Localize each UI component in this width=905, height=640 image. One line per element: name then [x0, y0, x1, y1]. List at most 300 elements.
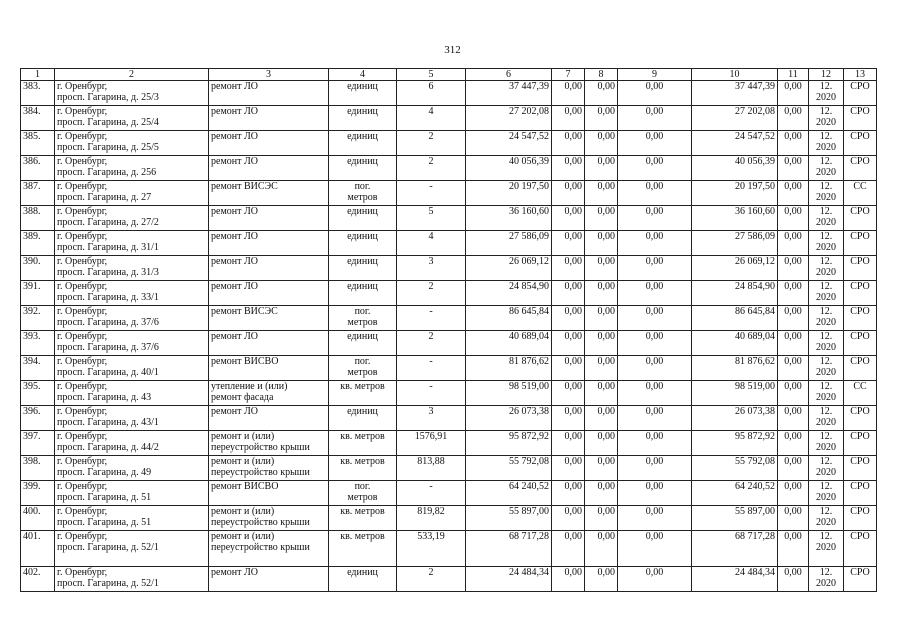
address-text: просп. Гагарина, д. 31/3	[57, 267, 159, 278]
cell-cost-col11	[778, 281, 809, 306]
completion-date-text: 12.	[819, 181, 833, 192]
cell-cost-col10	[692, 281, 778, 306]
cell-quantity	[397, 531, 466, 567]
cell-work-type	[209, 506, 329, 531]
cost-col11-text: 0,00	[784, 231, 802, 242]
cost-col10-text: 40 056,39	[735, 156, 775, 167]
cell-quantity	[397, 156, 466, 181]
funding-method-text: СС	[853, 381, 867, 392]
quantity-text: 3	[428, 406, 434, 417]
cell-cost-col11	[778, 106, 809, 131]
cost-col8-text: 0,00	[597, 206, 615, 217]
cell-row-number	[21, 531, 55, 567]
address-text: просп. Гагарина, д. 49	[57, 467, 152, 478]
cell-cost-col7	[552, 281, 585, 306]
cell-row-number	[21, 567, 55, 592]
cell-cost-col11	[778, 131, 809, 156]
total-cost-text: 55 897,00	[509, 506, 549, 517]
cell-total-cost	[466, 531, 552, 567]
cost-col10-text: 24 547,52	[735, 131, 775, 142]
cell-cost-col8	[585, 281, 618, 306]
address-text: г. Оренбург,	[57, 206, 108, 217]
unit-text: единиц	[347, 567, 378, 578]
cell-address	[55, 406, 209, 431]
funding-method-text: СРО	[850, 356, 870, 367]
cell-total-cost	[466, 106, 552, 131]
table-row	[21, 206, 877, 231]
cell-quantity	[397, 506, 466, 531]
work-type-text: ремонт ЛО	[211, 206, 258, 217]
cost-col10-text: 24 854,90	[735, 281, 775, 292]
cost-col9-text: 0,00	[645, 531, 664, 542]
col-header: 2	[55, 69, 209, 81]
cell-cost-col8	[585, 531, 618, 567]
cell-cost-col10	[692, 306, 778, 331]
unit-text: пог.	[354, 181, 371, 192]
work-type-text: ремонт ВИСВО	[211, 481, 279, 492]
cell-funding-method	[844, 481, 877, 506]
cost-col8-text: 0,00	[597, 381, 615, 392]
address-text: просп. Гагарина, д. 43/1	[57, 417, 159, 428]
cell-cost-col10	[692, 256, 778, 281]
work-type-text: ремонт и (или)	[211, 456, 275, 467]
cost-col7-text: 0,00	[564, 106, 582, 117]
cell-quantity	[397, 456, 466, 481]
cost-col8-text: 0,00	[597, 306, 615, 317]
cost-col11-text: 0,00	[784, 431, 802, 442]
col-header: 9	[618, 69, 692, 81]
cell-completion-date	[809, 531, 844, 567]
cell-quantity	[397, 381, 466, 406]
cell-funding-method	[844, 281, 877, 306]
cell-total-cost	[466, 406, 552, 431]
total-cost-text: 68 717,28	[509, 531, 549, 542]
cell-total-cost	[466, 331, 552, 356]
cell-completion-date	[809, 106, 844, 131]
work-type-text: ремонт ЛО	[211, 406, 258, 417]
cell-cost-col10	[692, 231, 778, 256]
cell-row-number	[21, 156, 55, 181]
cell-row-number	[21, 356, 55, 381]
cell-unit	[329, 331, 397, 356]
cost-col11-text: 0,00	[784, 131, 802, 142]
completion-date-text: 2020	[816, 492, 836, 503]
cell-total-cost	[466, 481, 552, 506]
funding-method-text: СРО	[850, 331, 870, 342]
cell-row-number	[21, 131, 55, 156]
address-text: г. Оренбург,	[57, 106, 108, 117]
col-header: 10	[692, 69, 778, 81]
quantity-text: 3	[428, 256, 434, 267]
cell-work-type	[209, 106, 329, 131]
quantity-text: 1576,91	[414, 431, 448, 442]
cell-cost-col7	[552, 406, 585, 431]
cost-col7-text: 0,00	[564, 356, 582, 367]
total-cost-text: 24 854,90	[509, 281, 549, 292]
row-number-text: 389.	[23, 231, 41, 242]
quantity-text: 4	[428, 106, 434, 117]
address-text: просп. Гагарина, д. 37/6	[57, 317, 159, 328]
cell-unit	[329, 231, 397, 256]
cell-cost-col11	[778, 567, 809, 592]
cost-col8-text: 0,00	[597, 431, 615, 442]
work-type-text: переустройство крыши	[211, 517, 310, 528]
unit-text: единиц	[347, 106, 378, 117]
table-row	[21, 431, 877, 456]
cost-col11-text: 0,00	[784, 281, 802, 292]
cell-completion-date	[809, 481, 844, 506]
cost-col10-text: 55 792,08	[735, 456, 775, 467]
cell-work-type	[209, 256, 329, 281]
cell-work-type	[209, 281, 329, 306]
address-text: г. Оренбург,	[57, 281, 108, 292]
cost-col10-text: 20 197,50	[735, 181, 775, 192]
row-number-text: 391.	[23, 281, 41, 292]
quantity-text: 4	[428, 231, 434, 242]
funding-method-text: СРО	[850, 156, 870, 167]
cell-funding-method	[844, 231, 877, 256]
cell-address	[55, 531, 209, 567]
cell-quantity	[397, 567, 466, 592]
completion-date-text: 2020	[816, 217, 836, 228]
cell-total-cost	[466, 381, 552, 406]
completion-date-text: 12.	[819, 106, 833, 117]
cost-col7-text: 0,00	[564, 431, 582, 442]
cell-completion-date	[809, 256, 844, 281]
cell-unit	[329, 306, 397, 331]
cost-col7-text: 0,00	[564, 281, 582, 292]
cell-row-number	[21, 331, 55, 356]
completion-date-text: 12.	[819, 406, 833, 417]
completion-date-text: 12.	[819, 356, 833, 367]
address-text: просп. Гагарина, д. 31/1	[57, 242, 159, 253]
quantity-text: -	[429, 356, 433, 367]
cell-completion-date	[809, 406, 844, 431]
cost-col8-text: 0,00	[597, 281, 615, 292]
cell-address	[55, 331, 209, 356]
cost-col10-text: 36 160,60	[735, 206, 775, 217]
funding-method-text: СРО	[850, 531, 870, 542]
work-type-text: ремонт ЛО	[211, 156, 258, 167]
completion-date-text: 12.	[819, 156, 833, 167]
cell-row-number	[21, 231, 55, 256]
cost-col10-text: 27 586,09	[735, 231, 775, 242]
unit-text: единиц	[347, 406, 378, 417]
cell-work-type	[209, 567, 329, 592]
col-header: 6	[466, 69, 552, 81]
cost-col11-text: 0,00	[784, 531, 802, 542]
cell-cost-col11	[778, 431, 809, 456]
cell-cost-col7	[552, 106, 585, 131]
cell-work-type	[209, 531, 329, 567]
cell-address	[55, 256, 209, 281]
completion-date-text: 2020	[816, 92, 836, 103]
cell-unit	[329, 406, 397, 431]
row-number-text: 396.	[23, 406, 41, 417]
address-text: г. Оренбург,	[57, 456, 108, 467]
completion-date-text: 12.	[819, 481, 833, 492]
total-cost-text: 86 645,84	[509, 306, 549, 317]
cost-col9-text: 0,00	[645, 281, 664, 292]
work-type-text: ремонт ЛО	[211, 281, 258, 292]
cell-funding-method	[844, 356, 877, 381]
cell-unit	[329, 106, 397, 131]
cell-unit	[329, 206, 397, 231]
col-header: 11	[778, 69, 809, 81]
cell-funding-method	[844, 406, 877, 431]
cell-cost-col10	[692, 381, 778, 406]
cell-address	[55, 306, 209, 331]
table-row	[21, 181, 877, 206]
cell-completion-date	[809, 356, 844, 381]
total-cost-text: 81 876,62	[509, 356, 549, 367]
table-row	[21, 331, 877, 356]
cell-funding-method	[844, 456, 877, 481]
cell-completion-date	[809, 431, 844, 456]
completion-date-text: 12.	[819, 306, 833, 317]
cell-address	[55, 281, 209, 306]
cost-col7-text: 0,00	[564, 481, 582, 492]
cell-total-cost	[466, 567, 552, 592]
table-row	[21, 306, 877, 331]
cost-col10-text: 26 069,12	[735, 256, 775, 267]
row-number-text: 402.	[23, 567, 41, 578]
cost-col11-text: 0,00	[784, 106, 802, 117]
cell-cost-col7	[552, 331, 585, 356]
cell-completion-date	[809, 81, 844, 106]
cell-funding-method	[844, 306, 877, 331]
unit-text: метров	[347, 192, 378, 203]
completion-date-text: 12.	[819, 506, 833, 517]
cost-col9-text: 0,00	[645, 156, 664, 167]
cell-funding-method	[844, 156, 877, 181]
cell-cost-col11	[778, 406, 809, 431]
cost-col10-text: 37 447,39	[735, 81, 775, 92]
cost-col7-text: 0,00	[564, 131, 582, 142]
cost-col11-text: 0,00	[784, 81, 802, 92]
cell-completion-date	[809, 456, 844, 481]
quantity-text: -	[429, 481, 433, 492]
cell-cost-col7	[552, 356, 585, 381]
cell-cost-col9	[618, 531, 692, 567]
completion-date-text: 12.	[819, 567, 833, 578]
cost-col11-text: 0,00	[784, 481, 802, 492]
quantity-text: 813,88	[417, 456, 445, 467]
cost-col7-text: 0,00	[564, 181, 582, 192]
completion-date-text: 12.	[819, 206, 833, 217]
total-cost-text: 24 547,52	[509, 131, 549, 142]
row-number-text: 390.	[23, 256, 41, 267]
cell-cost-col7	[552, 306, 585, 331]
work-type-text: утепление и (или)	[211, 381, 288, 392]
cell-cost-col8	[585, 456, 618, 481]
cost-col10-text: 40 689,04	[735, 331, 775, 342]
completion-date-text: 12.	[819, 456, 833, 467]
cell-work-type	[209, 181, 329, 206]
total-cost-text: 40 056,39	[509, 156, 549, 167]
cost-col8-text: 0,00	[597, 531, 615, 542]
cell-cost-col8	[585, 406, 618, 431]
completion-date-text: 2020	[816, 317, 836, 328]
cost-col7-text: 0,00	[564, 331, 582, 342]
cell-cost-col8	[585, 356, 618, 381]
cell-cost-col7	[552, 531, 585, 567]
cell-cost-col9	[618, 406, 692, 431]
cell-row-number	[21, 256, 55, 281]
cell-completion-date	[809, 281, 844, 306]
cell-cost-col9	[618, 81, 692, 106]
cost-col9-text: 0,00	[645, 381, 664, 392]
cell-unit	[329, 281, 397, 306]
cost-col7-text: 0,00	[564, 381, 582, 392]
total-cost-text: 27 586,09	[509, 231, 549, 242]
unit-text: единиц	[347, 131, 378, 142]
row-number-text: 385.	[23, 131, 41, 142]
cell-cost-col9	[618, 106, 692, 131]
address-text: просп. Гагарина, д. 37/6	[57, 342, 159, 353]
quantity-text: 2	[428, 131, 434, 142]
cell-cost-col7	[552, 381, 585, 406]
cost-col8-text: 0,00	[597, 481, 615, 492]
address-text: г. Оренбург,	[57, 306, 108, 317]
cell-funding-method	[844, 381, 877, 406]
address-text: просп. Гагарина, д. 52/1	[57, 578, 159, 589]
address-text: г. Оренбург,	[57, 156, 108, 167]
address-text: г. Оренбург,	[57, 406, 108, 417]
row-number-text: 398.	[23, 456, 41, 467]
work-type-text: ремонт ЛО	[211, 331, 258, 342]
cell-completion-date	[809, 381, 844, 406]
cell-work-type	[209, 456, 329, 481]
cell-quantity	[397, 256, 466, 281]
funding-method-text: СРО	[850, 567, 870, 578]
col-header: 4	[329, 69, 397, 81]
cell-cost-col9	[618, 131, 692, 156]
total-cost-text: 27 202,08	[509, 106, 549, 117]
completion-date-text: 2020	[816, 542, 836, 553]
cell-quantity	[397, 431, 466, 456]
cost-col11-text: 0,00	[784, 456, 802, 467]
cost-col11-text: 0,00	[784, 206, 802, 217]
table-row	[21, 406, 877, 431]
cost-col9-text: 0,00	[645, 231, 664, 242]
cell-cost-col10	[692, 156, 778, 181]
cell-cost-col7	[552, 206, 585, 231]
repair-register-table	[20, 68, 877, 592]
cell-cost-col9	[618, 181, 692, 206]
address-text: г. Оренбург,	[57, 131, 108, 142]
cell-cost-col8	[585, 156, 618, 181]
cell-cost-col9	[618, 156, 692, 181]
unit-text: единиц	[347, 206, 378, 217]
cost-col7-text: 0,00	[564, 206, 582, 217]
cell-quantity	[397, 331, 466, 356]
page-number: 312	[444, 44, 461, 56]
cell-cost-col9	[618, 506, 692, 531]
cell-cost-col7	[552, 81, 585, 106]
total-cost-text: 40 689,04	[509, 331, 549, 342]
address-text: просп. Гагарина, д. 27	[57, 192, 152, 203]
cell-cost-col9	[618, 306, 692, 331]
cell-cost-col11	[778, 381, 809, 406]
address-text: просп. Гагарина, д. 51	[57, 517, 152, 528]
cell-unit	[329, 481, 397, 506]
cell-cost-col7	[552, 506, 585, 531]
cell-total-cost	[466, 131, 552, 156]
funding-method-text: СРО	[850, 431, 870, 442]
cell-completion-date	[809, 506, 844, 531]
completion-date-text: 2020	[816, 392, 836, 403]
cell-cost-col11	[778, 181, 809, 206]
cell-cost-col9	[618, 256, 692, 281]
cell-total-cost	[466, 356, 552, 381]
completion-date-text: 2020	[816, 242, 836, 253]
cell-cost-col11	[778, 206, 809, 231]
cell-row-number	[21, 431, 55, 456]
cost-col10-text: 95 872,92	[735, 431, 775, 442]
cell-cost-col10	[692, 131, 778, 156]
cell-cost-col10	[692, 481, 778, 506]
address-text: г. Оренбург,	[57, 81, 108, 92]
cell-total-cost	[466, 181, 552, 206]
cost-col7-text: 0,00	[564, 81, 582, 92]
cell-cost-col8	[585, 81, 618, 106]
table-row	[21, 531, 877, 567]
completion-date-text: 12.	[819, 131, 833, 142]
cell-cost-col8	[585, 381, 618, 406]
total-cost-text: 20 197,50	[509, 181, 549, 192]
address-text: просп. Гагарина, д. 25/4	[57, 117, 159, 128]
completion-date-text: 12.	[819, 531, 833, 542]
address-text: г. Оренбург,	[57, 256, 108, 267]
table-row	[21, 81, 877, 106]
cell-address	[55, 381, 209, 406]
cell-quantity	[397, 131, 466, 156]
funding-method-text: СРО	[850, 206, 870, 217]
unit-text: кв. метров	[340, 506, 385, 517]
address-text: просп. Гагарина, д. 43	[57, 392, 152, 403]
row-number-text: 387.	[23, 181, 41, 192]
completion-date-text: 12.	[819, 256, 833, 267]
cost-col8-text: 0,00	[597, 81, 615, 92]
cell-address	[55, 356, 209, 381]
cell-completion-date	[809, 156, 844, 181]
col-header: 8	[585, 69, 618, 81]
cost-col10-text: 24 484,34	[735, 567, 775, 578]
row-number-text: 393.	[23, 331, 41, 342]
col-header: 12	[809, 69, 844, 81]
cost-col11-text: 0,00	[784, 156, 802, 167]
cell-work-type	[209, 131, 329, 156]
cell-cost-col7	[552, 231, 585, 256]
cost-col8-text: 0,00	[597, 406, 615, 417]
cell-row-number	[21, 306, 55, 331]
funding-method-text: СРО	[850, 281, 870, 292]
address-text: просп. Гагарина, д. 51	[57, 492, 152, 503]
completion-date-text: 2020	[816, 578, 836, 589]
cell-cost-col9	[618, 231, 692, 256]
cell-work-type	[209, 81, 329, 106]
table-row	[21, 106, 877, 131]
unit-text: единиц	[347, 281, 378, 292]
cost-col7-text: 0,00	[564, 256, 582, 267]
work-type-text: ремонт ВИСЭС	[211, 306, 278, 317]
table-row	[21, 281, 877, 306]
table-row	[21, 256, 877, 281]
funding-method-text: СРО	[850, 406, 870, 417]
completion-date-text: 2020	[816, 517, 836, 528]
cell-unit	[329, 456, 397, 481]
